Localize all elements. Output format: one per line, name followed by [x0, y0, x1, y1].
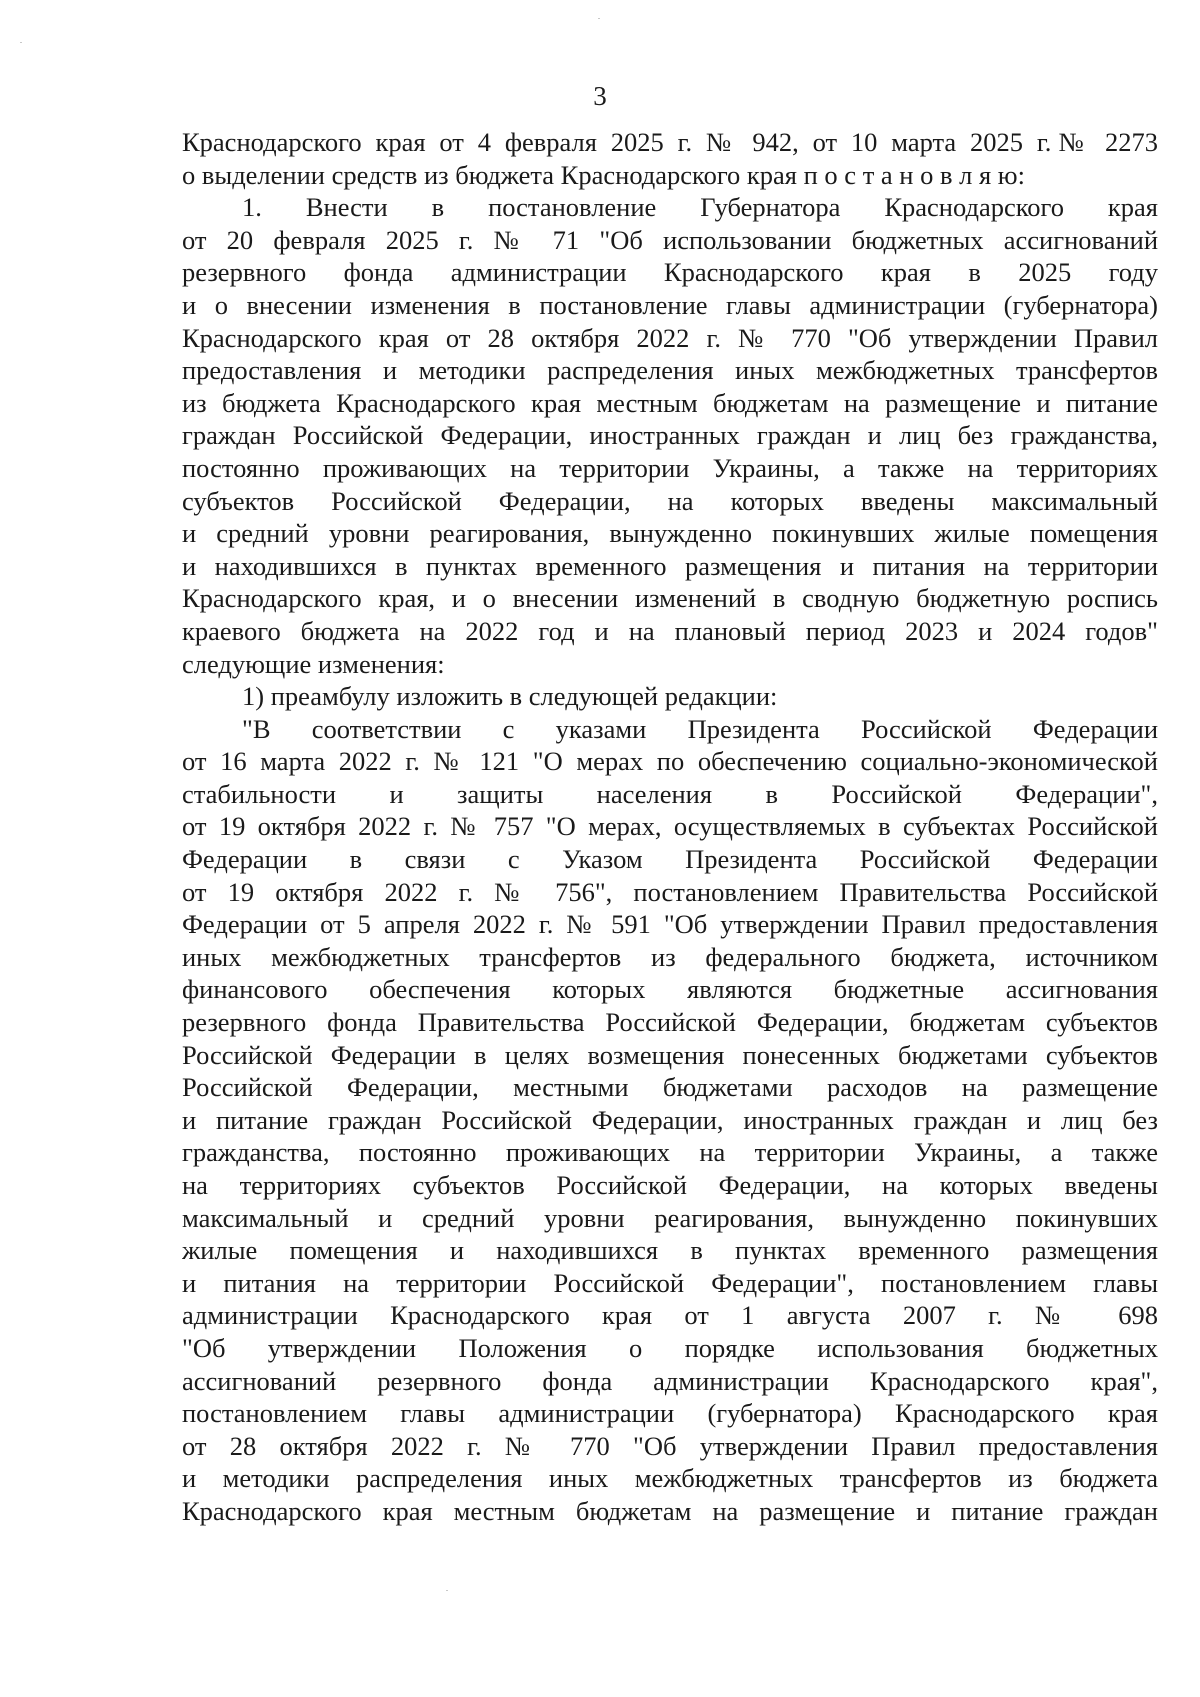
text-line: постоянно проживающих на территории Украины, а также на территориях	[182, 452, 1158, 483]
text-line: Краснодарского края местным бюджетам на размещение и питание граждан	[182, 1495, 1158, 1526]
text-line: от 19 октября 2022 г. № 757 "О мерах, осуществляемых в субъектах Российской	[182, 811, 1158, 842]
text-line: финансового обеспечения которых являются бюджетные ассигнования	[182, 974, 1158, 1005]
text-line: и питание граждан Российской Федерации, иностранных граждан и лиц без	[182, 1104, 1158, 1135]
text-line: и о внесении изменения в постановление главы администрации (губернатора)	[182, 289, 1158, 320]
text-line: резервного фонда Правительства Российской Федерации, бюджетам субъектов	[182, 1007, 1158, 1038]
text-line: Краснодарского края, и о внесении изменений в сводную бюджетную роспись	[182, 583, 1158, 614]
text-line: администрации Краснодарского края от 1 августа 2007 г. № 698	[182, 1300, 1158, 1331]
text-line: постановлением главы администрации (губернатора) Краснодарского края	[182, 1398, 1158, 1429]
text-line: Российской Федерации, местными бюджетами расходов на размещение	[182, 1072, 1158, 1103]
text-line: Краснодарского края от 28 октября 2022 г. № 770 "Об утверждении Правил	[182, 322, 1158, 353]
text-line: на территориях субъектов Российской Федерации, на которых введены	[182, 1170, 1158, 1200]
scan-speck	[598, 18, 600, 19]
text-line: гражданства, постоянно проживающих на территории Украины, а также	[182, 1137, 1158, 1168]
text-line: и находившихся в пунктах временного размещения и питания на территории	[182, 550, 1158, 581]
text-line: Краснодарского края от 4 февраля 2025 г. № 942, от 10 марта 2025 г.№ 2273	[182, 127, 1158, 157]
text-line: жилые помещения и находившихся в пунктах временного размещения	[182, 1235, 1158, 1266]
text-line: Федерации в связи с Указом Президента Российской Федерации	[182, 844, 1158, 875]
text-line: от 28 октября 2022 г. № 770 "Об утверждении Правил предоставления	[182, 1430, 1158, 1461]
page-number: 3	[593, 81, 607, 111]
scan-speck	[20, 42, 22, 43]
text-line: краевого бюджета на 2022 год и на плановый период 2023 и 2024 годов"	[182, 615, 1158, 646]
text-line: из бюджета Краснодарского края местным бюджетам на размещение и питание	[182, 387, 1158, 418]
text-line: ассигнований резервного фонда администрации Краснодарского края",	[182, 1365, 1158, 1396]
text-line: "В соответствии с указами Президента Российской Федерации	[242, 713, 1158, 744]
text-line: субъектов Российской Федерации, на которых введены максимальный	[182, 485, 1158, 516]
text-line: о выделении средств из бюджета Краснодарского края п о с т а н о в л я ю:	[182, 159, 1025, 190]
text-line: максимальный и средний уровни реагирования, вынужденно покинувших	[182, 1202, 1158, 1233]
text-line: 1) преамбулу изложить в следующей редакции:	[242, 681, 778, 712]
text-line: от 16 марта 2022 г. № 121 "О мерах по обеспечению социально-экономической	[182, 746, 1158, 777]
text-line: от 19 октября 2022 г. № 756", постановлением Правительства Российской	[182, 876, 1158, 907]
text-line: и методики распределения иных межбюджетных трансфертов из бюджета	[182, 1463, 1158, 1494]
text-line: 1. Внести в постановление Губернатора Краснодарского края	[242, 192, 1158, 223]
text-line: и средний уровни реагирования, вынужденно покинувших жилые помещения	[182, 518, 1158, 549]
text-line: и питания на территории Российской Федерации", постановлением главы	[182, 1267, 1158, 1298]
document-body	[182, 126, 1158, 1528]
text-line: иных межбюджетных трансфертов из федерального бюджета, источником	[182, 941, 1158, 972]
text-line: Российской Федерации в целях возмещения понесенных бюджетами субъектов	[182, 1039, 1158, 1070]
text-line: от 20 февраля 2025 г. № 71 "Об использовании бюджетных ассигнований	[182, 224, 1158, 255]
text-line: граждан Российской Федерации, иностранных граждан и лиц без гражданства,	[182, 420, 1158, 451]
text-line: предоставления и методики распределения иных межбюджетных трансфертов	[182, 355, 1158, 386]
scan-speck	[446, 1590, 448, 1591]
text-line: "Об утверждении Положения о порядке использования бюджетных	[182, 1332, 1158, 1363]
text-line: следующие изменения:	[182, 648, 445, 679]
text-line: Федерации от 5 апреля 2022 г. № 591 "Об утверждении Правил предоставления	[182, 909, 1158, 940]
text-line: стабильности и защиты населения в Российской Федерации",	[182, 778, 1158, 809]
text-line: резервного фонда администрации Краснодарского края в 2025 году	[182, 257, 1158, 288]
